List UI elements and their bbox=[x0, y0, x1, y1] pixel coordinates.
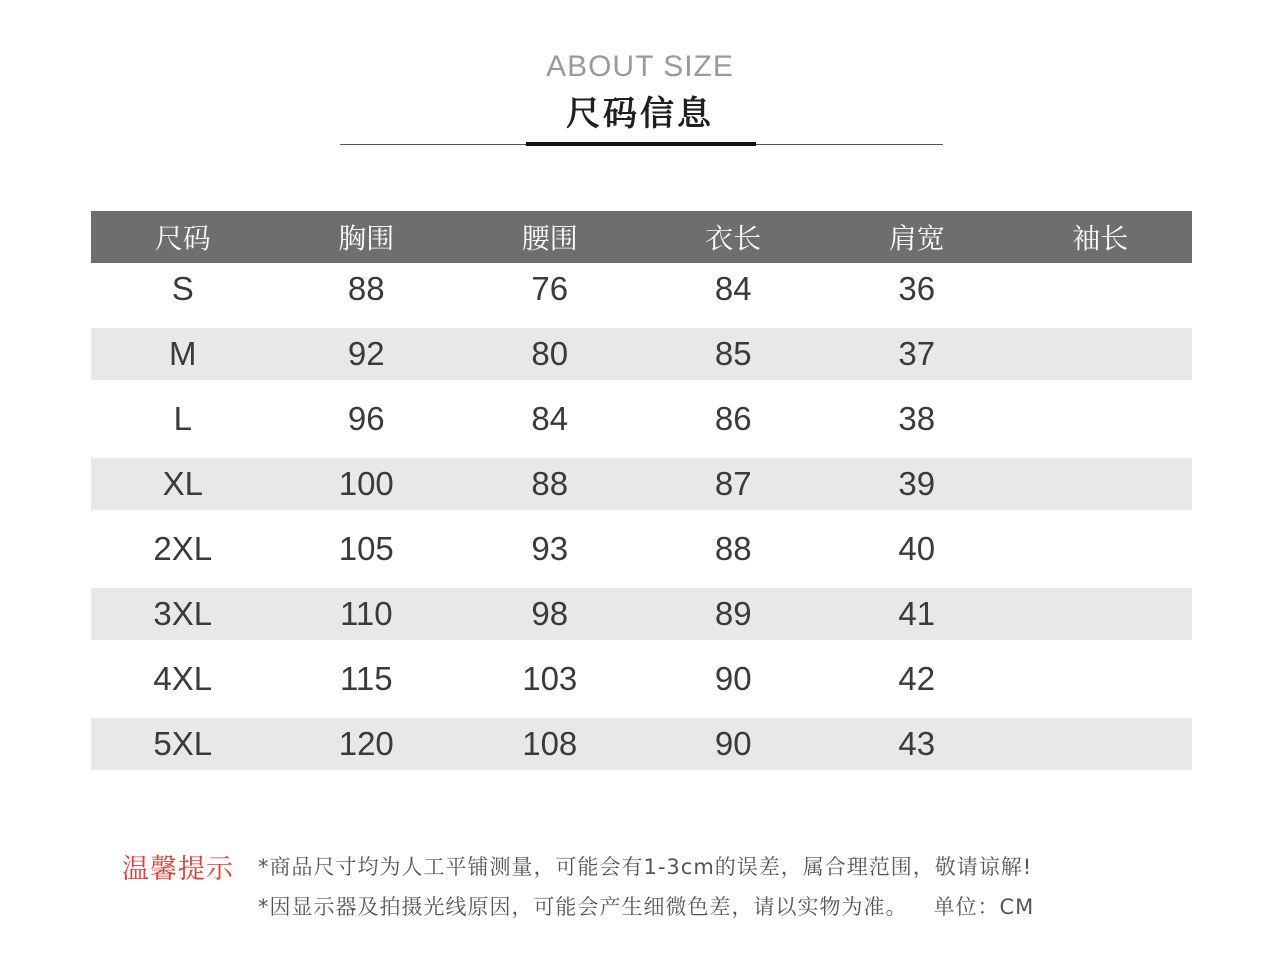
cell-waist: 103 bbox=[522, 660, 578, 697]
cell-chest: 110 bbox=[339, 595, 393, 632]
size-table bbox=[91, 211, 1192, 770]
cell-shoulder: 42 bbox=[898, 660, 936, 697]
column-header-sleeve: 袖长 bbox=[1072, 222, 1129, 255]
cell-shoulder: 37 bbox=[898, 335, 936, 372]
column-header-length: 衣长 bbox=[705, 222, 762, 255]
cell-sleeve bbox=[1009, 523, 1193, 575]
column-header-chest: 胸围 bbox=[338, 222, 395, 255]
cell-chest: 100 bbox=[338, 465, 394, 502]
note-line-color-text: *因显示器及拍摄光线原因，可能会产生细微色差，请以实物为准。 bbox=[258, 895, 908, 919]
cell-shoulder: 38 bbox=[898, 400, 936, 437]
table-body bbox=[91, 263, 1192, 770]
table-row bbox=[91, 718, 1192, 770]
cell-waist: 88 bbox=[531, 465, 569, 502]
cell-length: 88 bbox=[714, 530, 752, 567]
cell-shoulder: 36 bbox=[898, 270, 936, 307]
table-header bbox=[91, 211, 1192, 263]
cell-length: 85 bbox=[714, 335, 752, 372]
cell-length: 89 bbox=[714, 595, 752, 632]
cell-chest: 115 bbox=[339, 660, 393, 697]
cell-shoulder: 39 bbox=[898, 465, 936, 502]
table-row bbox=[91, 458, 1192, 510]
cell-size: 2XL bbox=[153, 530, 213, 567]
cell-chest: 105 bbox=[338, 530, 394, 567]
tips-label: 温馨提示 bbox=[122, 854, 234, 885]
cell-length: 90 bbox=[714, 660, 752, 697]
cell-size: 5XL bbox=[153, 725, 213, 762]
cell-sleeve bbox=[1009, 718, 1193, 770]
cell-size: S bbox=[171, 270, 194, 307]
table-row bbox=[91, 263, 1192, 315]
table-row bbox=[91, 523, 1192, 575]
table-row bbox=[91, 393, 1192, 445]
cell-size: 4XL bbox=[153, 660, 213, 697]
size-header bbox=[0, 0, 1280, 160]
cell-sleeve bbox=[1009, 263, 1193, 315]
column-header-shoulder: 肩宽 bbox=[888, 222, 945, 255]
header-title: 尺码信息 bbox=[566, 94, 714, 134]
cell-length: 87 bbox=[714, 465, 752, 502]
cell-length: 84 bbox=[714, 270, 752, 307]
header-divider-accent bbox=[526, 142, 756, 146]
cell-sleeve bbox=[1009, 458, 1193, 510]
cell-shoulder: 43 bbox=[898, 725, 936, 762]
cell-size: 3XL bbox=[153, 595, 213, 632]
cell-sleeve bbox=[1009, 588, 1193, 640]
cell-waist: 80 bbox=[531, 335, 569, 372]
cell-chest: 96 bbox=[347, 400, 385, 437]
column-header-waist: 腰围 bbox=[521, 222, 578, 255]
cell-size: L bbox=[173, 400, 192, 437]
cell-shoulder: 41 bbox=[898, 595, 936, 632]
table-row bbox=[91, 588, 1192, 640]
column-header-size: 尺码 bbox=[154, 222, 211, 255]
note-line-color bbox=[258, 891, 1034, 921]
cell-length: 90 bbox=[714, 725, 752, 762]
cell-size: M bbox=[169, 335, 197, 372]
cell-length: 86 bbox=[714, 400, 752, 437]
note-line-measurement: *商品尺寸均为人工平铺测量，可能会有1-3cm的误差，属合理范围，敬请谅解! bbox=[258, 855, 1033, 879]
cell-chest: 120 bbox=[338, 725, 394, 762]
cell-waist: 98 bbox=[531, 595, 569, 632]
table-row bbox=[91, 328, 1192, 380]
notes-section bbox=[122, 845, 1182, 935]
cell-sleeve bbox=[1009, 328, 1193, 380]
table-row bbox=[91, 653, 1192, 705]
cell-shoulder: 40 bbox=[898, 530, 936, 567]
unit-label: 单位：CM bbox=[933, 895, 1035, 919]
cell-chest: 92 bbox=[347, 335, 385, 372]
cell-size: XL bbox=[162, 465, 203, 502]
cell-waist: 84 bbox=[531, 400, 569, 437]
cell-sleeve bbox=[1009, 393, 1193, 445]
cell-waist: 108 bbox=[522, 725, 578, 762]
cell-sleeve bbox=[1009, 653, 1193, 705]
cell-waist: 76 bbox=[531, 270, 569, 307]
cell-chest: 88 bbox=[347, 270, 385, 307]
header-subtitle: ABOUT SIZE bbox=[546, 50, 734, 83]
cell-waist: 93 bbox=[531, 530, 569, 567]
